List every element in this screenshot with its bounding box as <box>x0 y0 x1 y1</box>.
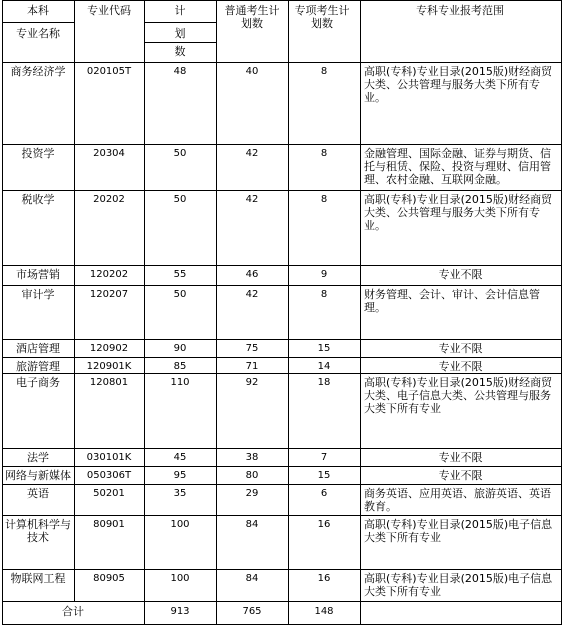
row-name: 英语 <box>27 487 49 500</box>
row-special: 15 <box>317 470 331 481</box>
row-plan: 35 <box>173 488 187 499</box>
grid-line <box>2 265 562 266</box>
row-plan: 110 <box>170 377 190 388</box>
row-code: 20304 <box>93 148 125 159</box>
grid-line <box>2 624 562 625</box>
row-scope: 专业不限 <box>438 342 483 355</box>
grid-line <box>2 22 75 23</box>
grid-line <box>2 285 562 286</box>
row-name: 酒店管理 <box>16 342 60 355</box>
row-plan: 85 <box>173 361 187 372</box>
row-name: 网络与新媒体 <box>5 469 71 482</box>
grid-line <box>144 42 217 43</box>
row-special: 7 <box>320 452 328 463</box>
row-code: 120901K <box>86 361 132 372</box>
row-plan: 50 <box>173 148 187 159</box>
grid-line <box>2 190 562 191</box>
total-ordinary: 765 <box>242 606 262 617</box>
row-code: 80905 <box>93 573 125 584</box>
grid-line <box>2 515 562 516</box>
total-plan: 913 <box>170 606 190 617</box>
row-ordinary: 29 <box>245 488 259 499</box>
row-name: 旅游管理 <box>16 360 60 373</box>
row-scope: 专业不限 <box>438 360 483 373</box>
row-special: 15 <box>317 343 331 354</box>
row-name: 物联网工程 <box>10 572 66 585</box>
grid-line <box>2 357 562 358</box>
row-special: 14 <box>317 361 331 372</box>
grid-line <box>561 0 562 625</box>
total-special: 148 <box>314 606 334 617</box>
row-ordinary: 75 <box>245 343 259 354</box>
row-plan: 95 <box>173 470 187 481</box>
row-name: 计算机科学与技术 <box>5 518 71 544</box>
row-name: 投资学 <box>21 147 55 160</box>
row-ordinary: 42 <box>245 289 259 300</box>
row-code: 120202 <box>89 269 129 280</box>
row-special: 9 <box>320 269 328 280</box>
row-special: 8 <box>320 148 328 159</box>
header-ordinary: 普通考生计划数 <box>224 4 280 30</box>
header-major-name: 专业名称 <box>16 27 60 40</box>
header-code: 专业代码 <box>87 4 131 17</box>
row-scope: 商务英语、应用英语、旅游英语、英语教育。 <box>364 487 551 513</box>
grid-line <box>2 601 562 602</box>
grid-line <box>144 0 145 625</box>
row-plan: 100 <box>170 519 190 530</box>
grid-line <box>2 569 562 570</box>
grid-line <box>74 0 75 602</box>
row-scope: 高职(专科)专业目录(2015版)财经商贸大类、公共管理与服务大类下所有专业。 <box>364 65 553 104</box>
row-scope: 专业不限 <box>438 469 483 482</box>
row-code: 050306T <box>86 470 132 481</box>
row-code: 120801 <box>89 377 129 388</box>
row-special: 8 <box>320 66 328 77</box>
grid-line <box>288 0 289 625</box>
row-special: 8 <box>320 289 328 300</box>
grid-line <box>360 0 361 625</box>
row-ordinary: 84 <box>245 519 259 530</box>
row-code: 20202 <box>93 194 125 205</box>
row-name: 电子商务 <box>16 376 60 389</box>
row-special: 8 <box>320 194 328 205</box>
row-special: 16 <box>317 519 331 530</box>
row-code: 120902 <box>89 343 129 354</box>
row-code: 80901 <box>93 519 125 530</box>
row-scope: 财务管理、会计、审计、会计信息管理。 <box>364 288 540 314</box>
row-plan: 55 <box>173 269 187 280</box>
row-scope: 专业不限 <box>438 268 483 281</box>
row-plan: 48 <box>173 66 187 77</box>
row-ordinary: 46 <box>245 269 259 280</box>
row-special: 6 <box>320 488 328 499</box>
row-plan: 90 <box>173 343 187 354</box>
row-ordinary: 40 <box>245 66 259 77</box>
row-special: 18 <box>317 377 331 388</box>
row-ordinary: 38 <box>245 452 259 463</box>
row-ordinary: 92 <box>245 377 259 388</box>
row-ordinary: 71 <box>245 361 259 372</box>
grid-line <box>2 466 562 467</box>
row-ordinary: 42 <box>245 194 259 205</box>
row-special: 16 <box>317 573 331 584</box>
grid-line <box>2 144 562 145</box>
grid-line <box>216 0 217 625</box>
header-scope: 专科专业报考范围 <box>416 4 504 17</box>
row-ordinary: 42 <box>245 148 259 159</box>
row-ordinary: 84 <box>245 573 259 584</box>
grid-line <box>2 448 562 449</box>
row-code: 030101K <box>86 452 132 463</box>
row-scope: 高职(专科)专业目录(2015版)电子信息大类下所有专业 <box>364 518 553 544</box>
grid-line <box>144 22 217 23</box>
row-code: 50201 <box>93 488 125 499</box>
row-plan: 50 <box>173 194 187 205</box>
row-scope: 金融管理、国际金融、证券与期货、信托与租赁、保险、投资与理财、信用管理、农村金融、互联网金融。 <box>364 147 551 186</box>
header-benke: 本科 <box>27 4 49 17</box>
grid-line <box>2 62 562 63</box>
row-name: 商务经济学 <box>10 65 66 78</box>
row-plan: 45 <box>173 452 187 463</box>
row-scope: 专业不限 <box>438 451 483 464</box>
row-plan: 100 <box>170 573 190 584</box>
grid-line <box>2 339 562 340</box>
grid-line <box>2 484 562 485</box>
header-special: 专项考生计划数 <box>294 4 350 30</box>
grid-line <box>2 0 562 1</box>
grid-line <box>2 373 562 374</box>
row-plan: 50 <box>173 289 187 300</box>
row-name: 法学 <box>27 451 49 464</box>
row-scope: 高职(专科)专业目录(2015版)财经商贸大类、电子信息大类、公共管理与服务大类下所有专业 <box>364 376 553 415</box>
row-name: 审计学 <box>21 288 55 301</box>
row-code: 020105T <box>86 66 132 77</box>
header-plan-2: 划 <box>174 27 186 40</box>
row-scope: 高职(专科)专业目录(2015版)电子信息大类下所有专业 <box>364 572 553 598</box>
row-ordinary: 80 <box>245 470 259 481</box>
row-name: 税收学 <box>21 193 55 206</box>
row-scope: 高职(专科)专业目录(2015版)财经商贸大类、公共管理与服务大类下所有专业。 <box>364 193 553 232</box>
row-name: 市场营销 <box>16 268 60 281</box>
header-plan-3: 数 <box>174 45 186 58</box>
total-label: 合计 <box>62 605 84 618</box>
header-plan-1: 计 <box>174 4 186 17</box>
row-code: 120207 <box>89 289 129 300</box>
